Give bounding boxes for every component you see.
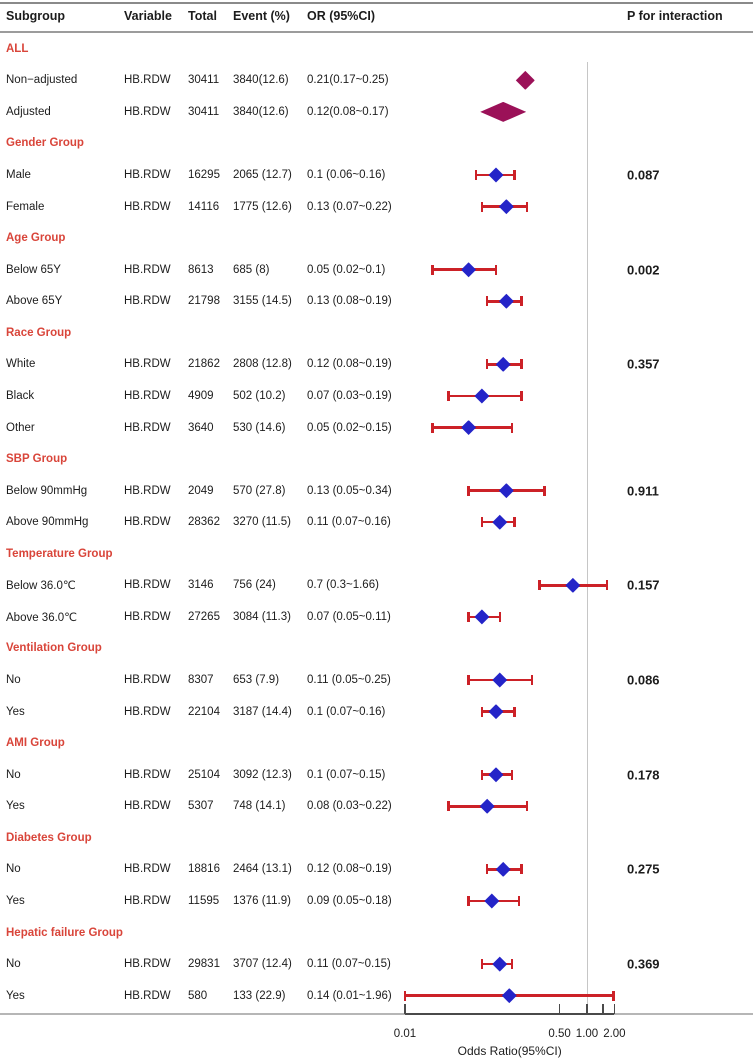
variable-value: HB.RDW: [124, 863, 171, 876]
or-ci-value: 0.11 (0.07~0.16): [307, 516, 391, 529]
p-interaction-value: 0.157: [627, 577, 660, 593]
subgroup-label: Non−adjusted: [6, 74, 78, 87]
total-value: 22104: [188, 705, 220, 718]
p-interaction-value: 0.087: [627, 167, 660, 183]
or-ci-value: 0.05 (0.02~0.15): [307, 421, 392, 434]
or-ci-value: 0.12(0.08~0.17): [307, 105, 389, 118]
table-row: [0, 286, 753, 318]
p-interaction-value: 0.178: [627, 767, 660, 783]
group-label: Age Group: [6, 232, 66, 245]
table-row: [0, 854, 753, 886]
table-row: [0, 380, 753, 412]
table-row: [0, 570, 753, 602]
group-header-row: [0, 33, 753, 65]
or-ci-value: 0.12 (0.08~0.19): [307, 358, 392, 371]
event-percent-value: 530 (14.6): [233, 421, 286, 434]
ci-cap: [531, 675, 534, 685]
group-header-row: [0, 822, 753, 854]
group-header-row: [0, 317, 753, 349]
p-interaction-value: 0.357: [627, 356, 660, 372]
table-row: [0, 475, 753, 507]
ci-cap: [481, 770, 484, 780]
or-diamond-marker: [461, 420, 476, 435]
ci-cap: [520, 359, 523, 369]
or-ci-value: 0.11 (0.05~0.25): [307, 674, 391, 687]
or-diamond-marker: [496, 862, 511, 877]
or-diamond-marker: [492, 957, 507, 972]
ci-cap: [518, 896, 521, 906]
total-value: 28362: [188, 516, 220, 529]
x-axis-tick: [586, 1004, 588, 1014]
table-row: [0, 601, 753, 633]
subgroup-label: No: [6, 958, 21, 971]
ci-cap: [520, 391, 523, 401]
variable-value: HB.RDW: [124, 295, 171, 308]
or-diamond-marker: [489, 168, 504, 183]
or-diamond-marker: [474, 609, 489, 624]
or-ci-value: 0.21(0.17~0.25): [307, 74, 389, 87]
or-ci-value: 0.1 (0.07~0.15): [307, 768, 386, 781]
or-diamond-marker: [502, 988, 517, 1003]
ci-cap: [431, 423, 434, 433]
ci-cap: [447, 801, 450, 811]
group-header-row: [0, 443, 753, 475]
or-diamond-marker: [492, 515, 507, 530]
event-percent-value: 133 (22.9): [233, 989, 286, 1002]
top-border-line: [0, 2, 753, 4]
ci-cap: [467, 896, 470, 906]
table-body: [0, 33, 753, 1011]
ci-cap: [467, 486, 470, 496]
column-header-event: Event (%): [233, 9, 290, 23]
ci-cap: [475, 170, 478, 180]
event-percent-value: 3084 (11.3): [233, 610, 291, 623]
variable-value: HB.RDW: [124, 484, 171, 497]
event-percent-value: 3270 (11.5): [233, 516, 291, 529]
total-value: 4909: [188, 389, 214, 402]
variable-value: HB.RDW: [124, 894, 171, 907]
subgroup-label: Below 90mmHg: [6, 484, 88, 497]
table-row: [0, 948, 753, 980]
event-percent-value: 3187 (14.4): [233, 705, 292, 718]
variable-value: HB.RDW: [124, 358, 171, 371]
p-interaction-value: 0.086: [627, 672, 660, 688]
total-value: 27265: [188, 610, 220, 623]
or-ci-value: 0.12 (0.08~0.19): [307, 863, 392, 876]
x-axis-tick-label: 0.01: [393, 1028, 417, 1040]
ci-cap: [511, 423, 514, 433]
p-interaction-value: 0.002: [627, 262, 660, 278]
subgroup-label: Yes: [6, 800, 25, 813]
event-percent-value: 2808 (12.8): [233, 358, 292, 371]
event-percent-value: 3155 (14.5): [233, 295, 292, 308]
ci-cap: [513, 517, 516, 527]
ci-cap: [467, 675, 470, 685]
ci-cap: [431, 265, 434, 275]
event-percent-value: 570 (27.8): [233, 484, 286, 497]
ci-cap: [511, 770, 514, 780]
group-label: Race Group: [6, 326, 72, 339]
ci-cap: [481, 707, 484, 717]
variable-value: HB.RDW: [124, 768, 171, 781]
event-percent-value: 756 (24): [233, 579, 276, 592]
ci-cap: [513, 707, 516, 717]
group-header-row: [0, 727, 753, 759]
total-value: 3640: [188, 421, 214, 434]
ci-cap: [520, 296, 523, 306]
event-percent-value: 2464 (13.1): [233, 863, 292, 876]
or-diamond-marker: [480, 102, 526, 122]
variable-value: HB.RDW: [124, 200, 171, 213]
table-row: [0, 159, 753, 191]
ci-cap: [526, 202, 529, 212]
x-axis-tick-label: 0.50: [548, 1028, 571, 1040]
total-value: 3146: [188, 579, 214, 592]
group-label: Ventilation Group: [6, 642, 102, 655]
event-percent-value: 653 (7.9): [233, 674, 280, 687]
variable-value: HB.RDW: [124, 610, 171, 623]
table-row: [0, 791, 753, 823]
subgroup-label: No: [6, 674, 21, 687]
ci-cap: [526, 801, 529, 811]
or-diamond-marker: [499, 199, 514, 214]
table-row: [0, 412, 753, 444]
total-value: 16295: [188, 169, 220, 182]
event-percent-value: 748 (14.1): [233, 800, 286, 813]
or-diamond-marker: [489, 767, 504, 782]
variable-value: HB.RDW: [124, 105, 171, 118]
variable-value: HB.RDW: [124, 74, 171, 87]
subgroup-label: Female: [6, 200, 45, 213]
p-interaction-value: 0.369: [627, 956, 660, 972]
or-diamond-marker: [516, 71, 535, 90]
group-label: ALL: [6, 42, 29, 55]
table-row: [0, 885, 753, 917]
total-value: 21798: [188, 295, 220, 308]
ci-cap: [543, 486, 546, 496]
ci-cap: [481, 517, 484, 527]
subgroup-label: Above 36.0℃: [6, 611, 78, 624]
group-label: Temperature Group: [6, 547, 113, 560]
variable-value: HB.RDW: [124, 421, 171, 434]
p-interaction-value: 0.275: [627, 861, 660, 877]
group-label: Diabetes Group: [6, 831, 92, 844]
table-row: [0, 696, 753, 728]
group-header-row: [0, 538, 753, 570]
subgroup-label: Male: [6, 169, 31, 182]
or-ci-value: 0.13 (0.07~0.22): [307, 200, 392, 213]
ci-cap: [486, 864, 489, 874]
or-ci-value: 0.07 (0.05~0.11): [307, 610, 391, 623]
column-header-subgroup: Subgroup: [6, 9, 66, 23]
variable-value: HB.RDW: [124, 263, 171, 276]
ci-cap: [612, 991, 615, 1001]
subgroup-label: Black: [6, 389, 35, 402]
ci-cap: [481, 959, 484, 969]
variable-value: HB.RDW: [124, 989, 171, 1002]
total-value: 18816: [188, 863, 220, 876]
event-percent-value: 3840(12.6): [233, 105, 289, 118]
or-diamond-marker: [474, 388, 489, 403]
variable-value: HB.RDW: [124, 674, 171, 687]
table-row: [0, 191, 753, 223]
or-diamond-marker: [499, 483, 514, 498]
total-value: 21862: [188, 358, 220, 371]
variable-value: HB.RDW: [124, 800, 171, 813]
group-header-row: [0, 917, 753, 949]
ci-cap: [511, 959, 514, 969]
ci-cap: [538, 580, 541, 590]
ci-cap: [486, 296, 489, 306]
subgroup-label: Yes: [6, 894, 25, 907]
or-ci-value: 0.1 (0.06~0.16): [307, 169, 386, 182]
total-value: 5307: [188, 800, 214, 813]
subgroup-label: No: [6, 768, 21, 781]
event-percent-value: 2065 (12.7): [233, 169, 292, 182]
table-row: [0, 980, 753, 1012]
group-label: AMI Group: [6, 737, 65, 750]
column-header-p-interaction: P for interaction: [627, 9, 723, 23]
group-header-row: [0, 633, 753, 665]
ci-cap: [513, 170, 516, 180]
subgroup-label: Below 36.0℃: [6, 580, 76, 593]
group-label: Hepatic failure Group: [6, 926, 123, 939]
or-ci-value: 0.09 (0.05~0.18): [307, 894, 392, 907]
ci-cap: [447, 391, 450, 401]
total-value: 30411: [188, 105, 220, 118]
variable-value: HB.RDW: [124, 579, 171, 592]
variable-value: HB.RDW: [124, 705, 171, 718]
event-percent-value: 1376 (11.9): [233, 894, 291, 907]
table-row: [0, 349, 753, 381]
ci-cap: [499, 612, 502, 622]
column-header-or-ci: OR (95%CI): [307, 9, 376, 23]
subgroup-label: Above 65Y: [6, 295, 63, 308]
p-interaction-value: 0.911: [627, 483, 659, 499]
or-ci-value: 0.08 (0.03~0.22): [307, 800, 392, 813]
or-diamond-marker: [489, 704, 504, 719]
column-header-variable: Variable: [124, 9, 172, 23]
total-value: 8613: [188, 263, 214, 276]
total-value: 8307: [188, 674, 214, 687]
ci-cap: [486, 359, 489, 369]
event-percent-value: 3707 (12.4): [233, 958, 292, 971]
variable-value: HB.RDW: [124, 516, 171, 529]
or-diamond-marker: [480, 799, 495, 814]
or-diamond-marker: [499, 294, 514, 309]
x-axis-line: [405, 1013, 614, 1015]
subgroup-label: White: [6, 358, 36, 371]
event-percent-value: 3840(12.6): [233, 74, 289, 87]
ci-cap: [495, 265, 498, 275]
ci-cap: [481, 202, 484, 212]
subgroup-label: Below 65Y: [6, 263, 61, 276]
table-row: [0, 506, 753, 538]
event-percent-value: 1775 (12.6): [233, 200, 292, 213]
variable-value: HB.RDW: [124, 389, 171, 402]
x-axis-title: Odds Ratio(95%CI): [457, 1044, 562, 1058]
subgroup-label: No: [6, 863, 21, 876]
total-value: 29831: [188, 958, 220, 971]
or-ci-value: 0.7 (0.3~1.66): [307, 579, 379, 592]
table-row: [0, 664, 753, 696]
subgroup-label: Other: [6, 421, 35, 434]
group-label: SBP Group: [6, 453, 68, 466]
or-ci-value: 0.14 (0.01~1.96): [307, 989, 392, 1002]
or-ci-value: 0.11 (0.07~0.15): [307, 958, 391, 971]
total-value: 11595: [188, 894, 220, 907]
event-percent-value: 502 (10.2): [233, 389, 286, 402]
group-label: Gender Group: [6, 137, 84, 150]
subgroup-label: Yes: [6, 989, 25, 1002]
bottom-border-line: [0, 1013, 753, 1015]
subgroup-label: Yes: [6, 705, 25, 718]
x-axis-tick: [602, 1004, 604, 1014]
column-header-total: Total: [188, 9, 217, 23]
ci-cap: [404, 991, 407, 1001]
x-axis-tick-label: 2.00: [603, 1028, 626, 1040]
ci-cap: [606, 580, 609, 590]
total-value: 25104: [188, 768, 220, 781]
table-row: [0, 254, 753, 286]
subgroup-label: Above 90mmHg: [6, 516, 89, 529]
group-header-row: [0, 128, 753, 160]
x-axis-tick-label: 1.00: [575, 1028, 599, 1040]
group-header-row: [0, 222, 753, 254]
x-axis-tick: [614, 1004, 616, 1014]
event-percent-value: 3092 (12.3): [233, 768, 292, 781]
or-ci-value: 0.05 (0.02~0.1): [307, 263, 386, 276]
variable-value: HB.RDW: [124, 958, 171, 971]
event-percent-value: 685 (8): [233, 263, 270, 276]
total-value: 30411: [188, 74, 220, 87]
x-axis-tick: [404, 1004, 406, 1014]
subgroup-label: Adjusted: [6, 105, 51, 118]
or-ci-value: 0.13 (0.05~0.34): [307, 484, 392, 497]
total-value: 2049: [188, 484, 214, 497]
table-row: [0, 96, 753, 128]
total-value: 580: [188, 989, 208, 1002]
table-row: [0, 759, 753, 791]
or-diamond-marker: [461, 262, 476, 277]
x-axis-tick: [559, 1004, 561, 1014]
variable-value: HB.RDW: [124, 169, 171, 182]
or-diamond-marker: [496, 357, 511, 372]
ci-cap: [520, 864, 523, 874]
table-row: [0, 65, 753, 97]
total-value: 14116: [188, 200, 220, 213]
or-diamond-marker: [484, 893, 499, 908]
or-ci-value: 0.13 (0.08~0.19): [307, 295, 392, 308]
or-ci-value: 0.07 (0.03~0.19): [307, 389, 392, 402]
or-diamond-marker: [492, 673, 507, 688]
or-ci-value: 0.1 (0.07~0.16): [307, 705, 386, 718]
ci-cap: [467, 612, 470, 622]
or-diamond-marker: [565, 578, 580, 593]
